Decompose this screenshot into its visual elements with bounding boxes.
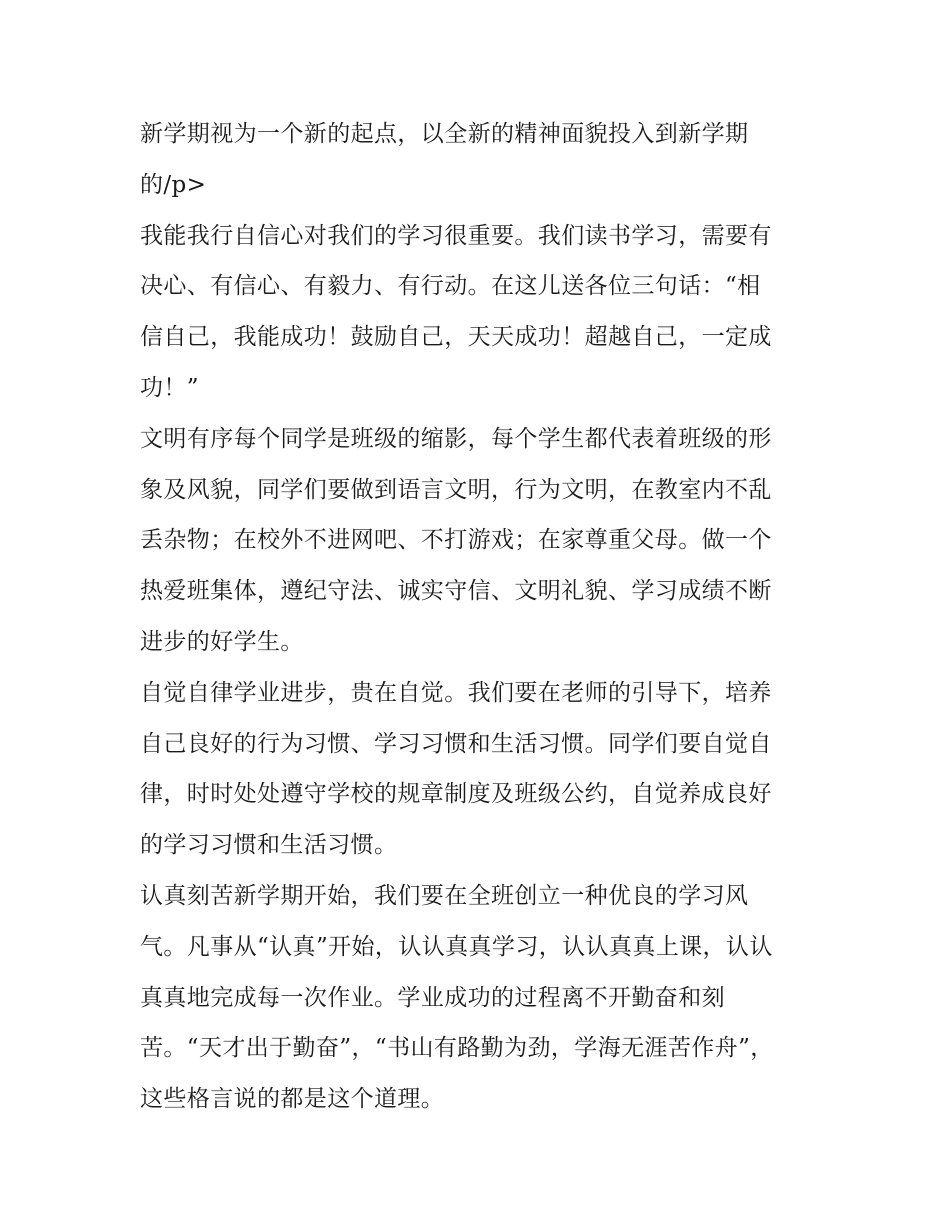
paragraph-civilized-order: 文明有序每个同学是班级的缩影，每个学生都代表着班级的形 象及风貌，同学们要做到语言文明，行为文明，在教室内不乱 丢杂物；在校外不进网吧、不打游戏；在家尊重父母。做一个 热爱班集体，遵纪守法、诚实守信、文明礼貌、学习成绩不断 进步的好学生。 — [140, 425, 772, 655]
paragraph-self-discipline: 自觉自律学业进步，贵在自觉。我们要在老师的引导下，培养 自己良好的行为习惯、学习习惯和生活习惯。同学们要自觉自 律，时时处处遵守学校的规章制度及班级公约，自觉养成良好 的学习习惯和生活习惯。 — [140, 679, 772, 859]
paragraph-new-semester: 新学期视为一个新的起点，以全新的精神面貌投入到新学期 的/p> — [140, 121, 749, 198]
paragraph-diligence: 认真刻苦新学期开始，我们要在全班创立一种优良的学习风 气。凡事从“认真”开始，认认真真学习，认认真真上课，认认 真真地完成每一次作业。学业成功的过程离不开勤奋和刻 苦。“天才出于勤奋”，“书山有路勤为劲，学海无涯苦作舟”， 这些格言说的都是这个道理。 — [140, 882, 774, 1113]
document-body — [140, 109, 816, 1125]
paragraph-self-confidence: 我能我行自信心对我们的学习很重要。我们读书学习，需要有 决心、有信心、有毅力、有行动。在这儿送各位三句话：“相 信自己，我能成功！鼓励自己，天天成功！超越自己，一定成 功！” — [140, 222, 772, 401]
